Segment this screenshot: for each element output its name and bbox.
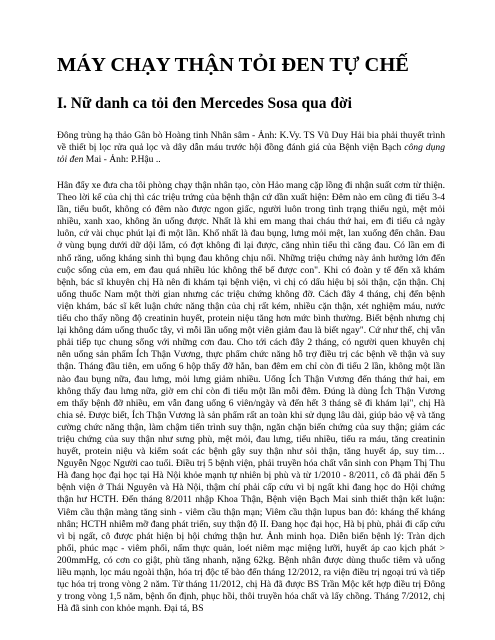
intro-tail-text: Mai - Ảnh: P.Hậu .. bbox=[83, 154, 161, 166]
document-title: MÁY CHẠY THẬN TỎI ĐEN TỰ CHẾ bbox=[57, 54, 409, 76]
intro-paragraph bbox=[57, 130, 445, 166]
section-heading: I. Nữ danh ca tỏi đen Mercedes Sosa qua đời bbox=[57, 95, 352, 112]
intro-italic-text: công dụng tỏi đen bbox=[57, 142, 445, 166]
intro-text: Đông trùng hạ thảo Gân bò Hoàng tinh Nhân sâm - Ảnh: K.Vy. TS Vũ Duy Hải bia phải thuyết trình về thiết bị lọc rửa quả lọc và dây dẫn máu trước hội đồng đánh giá của Bệnh viện Bạch bbox=[57, 130, 445, 154]
body-paragraph: Hân đẩy xe đưa cha tôi phòng chạy thận nhân tạo, còn Hảo mang cặp lồng đi nhận suất cơm từ thiện. Theo lời kể của chị thì các triệu trứng của bệnh thận cứ dần xuất hiện: Đêm nào em cũng đi tiểu 3-4 lần, tiểu buốt, không có đêm nào được ngon giấc, người luôn trong tình trạng thiếu ngủ, mệt mỏi nhiều, xanh xao, không ăn uống được. Nhất là khi em mang thai cháu thứ hai, em đi tiểu cả ngày luôn, cứ vài chục phút lại đi một lần. Khổ nhất là đau bụng, lưng mỏi mệt, lan xuống đến chân. Đau ở vùng bụng dưới dữ dội lắm, có đợt không đi lại được, căng nhìn tiểu thì căng đau. Có lần em đi nhổ răng, uống kháng sinh thì bụng đau không chịu nổi. Những triệu chứng này ảnh hưởng lớn đến cuộc sống của em, em đau quá nhiều lúc không thể bế được con". Khi có đoàn y tế đến xã khám bệnh, bác sĩ khuyên chị Hà nên đi khám tại bệnh viện, vì chị có dấu hiệu bị sỏi thận, cặn thận. Chị uống thuốc Nam một thời gian nhưng các triệu chứng không đỡ. Cách đây 4 tháng, chị đến bệnh viện khám, bác sĩ kết luận chức năng thận của chị rất kém, nhiều cặn thận, xét nghiệm máu, nước tiểu cho thấy nồng độ creatinin huyết, protein niệu tăng hơn mức bình thường. Biết bệnh nhưng chị lại không dám uống thuốc tây, vì mỗi lần uống một viên giảm đau là biết ngay". Cứ như thế, chị vẫn phải tiếp tục chung sống với những cơn đau. Cho tới cách đây 2 tháng, có người quen khuyên chị nên uống sản phẩm Ích Thận Vương, thực phẩm chức năng hỗ trợ điều trị các bệnh về thận và suy thận. Tháng đầu tiên, em uống 6 hộp thấy đỡ hẳn, ban đêm em chỉ còn đi tiểu 2 lần, không một lần nào đau bụng nữa, đau lưng, mỏi lưng giảm nhiều. Uống Ích Thận Vương đến tháng thứ hai, em không thấy đau lưng nữa, giờ em chỉ còn đi tiểu một lần mỗi đêm. Đúng là dùng Ích Thận Vương em thấy bệnh đỡ nhiều, em vẫn đang uống 6 viên/ngày và đến hết 3 tháng sẽ đi khám lại", chị Hà chia sẻ. Được biết, Ích Thận Vương là sản phẩm rất an toàn khi sử dụng lâu dài, giúp bảo vệ và tăng cường chức năng thận, làm chậm tiến trình suy thận, ngăn chặn biến chứng của suy thận; giảm các triệu chứng của suy thận như sưng phù, mệt mỏi, đau lưng, tiểu nhiều, tiểu ra máu, tăng creatinin huyết, protein niệu và kiểm soát các bệnh gây suy thận như sỏi thận, tăng huyết áp, suy tim…Nguyễn Ngọc Người cao tuổi. Điều trị 5 bệnh viện, phải truyền hóa chất vẫn sinh con Phạm Thị Thu Hà đang học đại học tại Hà Nội khỏe mạnh tự nhiên bị phù và từ 1/2010 - 8/2011, cô đã phải đến 5 bệnh viện ở Thái Nguyên và Hà Nội, thậm chí phải cấp cứu vì bị ngất khi đang học do Hội chứng thận hư HCTH. Đến tháng 8/2011 nhập Khoa Thận, Bệnh viện Bạch Mai sinh thiết thận kết luận: Viêm cầu thận màng tăng sinh - viêm cầu thận mạn; Viêm cầu thận lupus ban đỏ: kháng thể kháng nhân; HCTH nhiễm mỡ đang phát triển, suy thận độ II. Đang học đại học, Hà bị phù, phải đi cấp cứu vì bị ngất, cô được phát hiện bị hội chứng thận hư. Ảnh minh họa. Diễn biến bệnh lý: Tràn dịch phổi, phúc mạc - viêm phổi, nấm thực quản, loét niêm mạc miệng lưỡi, huyết áp cao kịch phát > 200mmHg, có cơn co giật, phù tăng nhanh, nặng 62kg. Bệnh nhân được dùng thuốc tiêm và uống liều mạnh, lọc máu ngoài thận, hóa trị độc tế bào đến tháng 12/2012, ra viện điều trị ngoại trú và tiếp tục hóa trị trong vòng 2 năm. Từ tháng 11/2012, chị Hà đã được BS Trần Mộc kết hợp điều trị Đông y trong vòng 1,5 năm, bệnh ổn định, phục hồi, thôi truyền hóa chất và lấy chồng. Tháng 7/2012, chị Hà đã sinh con khỏe mạnh. Đại tá, BS bbox=[57, 180, 445, 615]
